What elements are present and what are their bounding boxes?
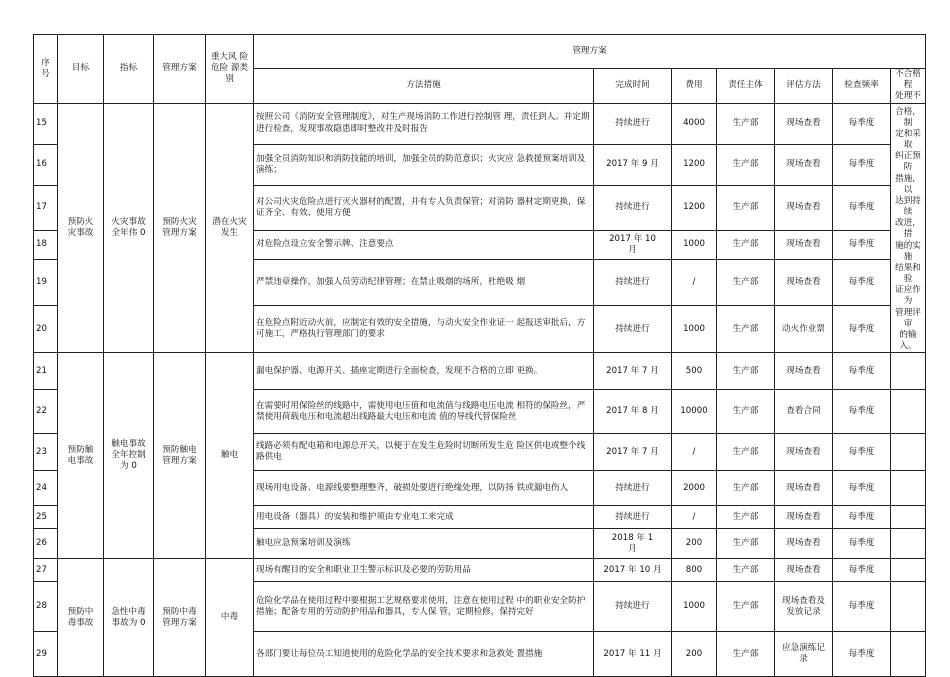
cost-cell: 500: [672, 353, 717, 390]
cost-cell: 1000: [672, 582, 717, 632]
indicator-cell: 急性中毒 事故为 0: [104, 559, 154, 677]
cost-cell: /: [672, 506, 717, 529]
method-cell: 用电设备（器具）的安装和维护须由专业电工来完成: [254, 506, 594, 529]
owner-cell: 生产部: [717, 103, 775, 144]
cost-cell: 800: [672, 559, 717, 582]
header-seq: 序 号: [34, 35, 58, 104]
header-nonconformity: 不合格 程 处理不: [891, 69, 926, 104]
finish-time-cell: 持续进行: [594, 506, 672, 529]
finish-time-cell: 2017 年 9 月: [594, 144, 672, 185]
target-cell: 预防触 电事故: [58, 353, 104, 559]
finish-time-cell: 持续进行: [594, 103, 672, 144]
finish-time-cell: 2017 年 10 月: [594, 230, 672, 259]
row-number: 27: [34, 559, 58, 582]
eval-cell: 现场查看: [775, 259, 833, 305]
finish-time-cell: 2017 年 8 月: [594, 390, 672, 434]
empty-cell: [891, 353, 926, 390]
cost-cell: 1000: [672, 305, 717, 352]
table-row: [34, 559, 926, 582]
method-cell: 漏电保护器、电源开关、插座定期进行全面检查，发现不合格的立即 更换。: [254, 353, 594, 390]
header-indicator: 指标: [104, 35, 154, 104]
nonconformity-note: 合格，制 定和采取 纠正预防 措施，以 达到持续 改进，措 施的实施 结果和验 证应作为 管理评审 的输入。: [891, 103, 926, 353]
row-number: 23: [34, 434, 58, 471]
table-row: [34, 103, 926, 144]
finish-time-cell: 2017 年 11 月: [594, 632, 672, 677]
header-plan: 管理方案: [154, 35, 206, 104]
row-number: 19: [34, 259, 58, 305]
management-plan-sheet: [33, 34, 925, 665]
header-owner: 责任主体: [717, 69, 775, 104]
owner-cell: 生产部: [717, 259, 775, 305]
eval-cell: 动火作业票: [775, 305, 833, 352]
method-cell: 在危险点附近动火前，应制定有效的安全措施，与动火安全作业证一 起报送审批后，方可施工，严格执行管理部门的要求: [254, 305, 594, 352]
eval-cell: 现场查看: [775, 559, 833, 582]
method-cell: 对公司火灾危险点进行灭火器材的配置，并有专人负责保管；对消防 器材定期更换，保证齐全、有效、使用方便: [254, 185, 594, 230]
row-number: 22: [34, 390, 58, 434]
cost-cell: 2000: [672, 471, 717, 506]
row-number: 16: [34, 144, 58, 185]
row-number: 15: [34, 103, 58, 144]
method-cell: 严禁违章操作，加强人员劳动纪律管理；在禁止吸烟的场所，杜绝吸 烟: [254, 259, 594, 305]
eval-cell: 现场查看: [775, 434, 833, 471]
finish-time-cell: 2017 年 7 月: [594, 353, 672, 390]
method-cell: 危险化学品在使用过程中要根据工艺规格要求使用，注意在使用过程 中的职业安全防护措施；配备专用的劳动防护用品和器具，专人保 管，定期检修，保持完好: [254, 582, 594, 632]
freq-cell: 每季度: [833, 305, 891, 352]
freq-cell: 每季度: [833, 632, 891, 677]
eval-cell: 现场查看: [775, 144, 833, 185]
row-number: 28: [34, 582, 58, 632]
eval-cell: 现场查看: [775, 185, 833, 230]
empty-cell: [891, 434, 926, 471]
plan-cell: 预防触电 管理方案: [154, 353, 206, 559]
method-cell: 按照公司《消防安全管理制度》，对生产现场消防工作进行控制管 理，责任到人。并定期进行检查，发现事故隐患即时整改并及时报告: [254, 103, 594, 144]
eval-cell: 现场查看: [775, 529, 833, 559]
owner-cell: 生产部: [717, 582, 775, 632]
empty-cell: [891, 506, 926, 529]
owner-cell: 生产部: [717, 434, 775, 471]
eval-cell: 查看合同: [775, 390, 833, 434]
method-cell: 现场有醒目的安全和职业卫生警示标识及必要的劳防用品: [254, 559, 594, 582]
finish-time-cell: 2017 年 7 月: [594, 434, 672, 471]
header-eval: 评估方法: [775, 69, 833, 104]
row-number: 26: [34, 529, 58, 559]
owner-cell: 生产部: [717, 144, 775, 185]
owner-cell: 生产部: [717, 529, 775, 559]
method-cell: 触电应急预案培训及演练: [254, 529, 594, 559]
finish-time-cell: 持续进行: [594, 471, 672, 506]
method-cell: 对危险点设立安全警示牌、注意要点: [254, 230, 594, 259]
plan-cell: 预防火灾 管理方案: [154, 103, 206, 353]
finish-time-cell: 持续进行: [594, 185, 672, 230]
method-cell: 现场用电设备、电源线要整理整齐，破损处要进行绝缘处理，以防扬 铁或漏电伤人: [254, 471, 594, 506]
owner-cell: 生产部: [717, 559, 775, 582]
freq-cell: 每季度: [833, 434, 891, 471]
method-cell: 各部门要让每位员工知道使用的危险化学品的安全技术要求和急救处 置措施: [254, 632, 594, 677]
eval-cell: 现场查看及 发放记录: [775, 582, 833, 632]
row-number: 20: [34, 305, 58, 352]
cost-cell: 200: [672, 632, 717, 677]
table-body: [34, 103, 926, 677]
cost-cell: 200: [672, 529, 717, 559]
owner-cell: 生产部: [717, 471, 775, 506]
finish-time-cell: 持续进行: [594, 259, 672, 305]
finish-time-cell: 持续进行: [594, 305, 672, 352]
header-method: 方法措施: [254, 69, 594, 104]
eval-cell: 现场查看: [775, 353, 833, 390]
row-number: 24: [34, 471, 58, 506]
owner-cell: 生产部: [717, 390, 775, 434]
freq-cell: 每季度: [833, 259, 891, 305]
row-number: 29: [34, 632, 58, 677]
row-number: 18: [34, 230, 58, 259]
cost-cell: 1000: [672, 230, 717, 259]
freq-cell: 每季度: [833, 353, 891, 390]
header-freq: 检查频率: [833, 69, 891, 104]
eval-cell: 现场查看: [775, 103, 833, 144]
method-cell: 线路必须有配电箱和电源总开关，以便于在发生危险时切断所发生危 险区供电或整个线路供电: [254, 434, 594, 471]
header-cost: 费用: [672, 69, 717, 104]
freq-cell: 每季度: [833, 582, 891, 632]
freq-cell: 每季度: [833, 559, 891, 582]
freq-cell: 每季度: [833, 529, 891, 559]
empty-cell: [891, 529, 926, 559]
method-cell: 在需要时用保险丝的线路中，需使用电压值和电流值与线路电压电流 相符的保险丝，严禁使用荷载电压和电流超出线路最大电压和电流 值的导线代替保险丝: [254, 390, 594, 434]
plan-cell: 预防中毒 管理方案: [154, 559, 206, 677]
freq-cell: 每季度: [833, 185, 891, 230]
header-management-plan: 管理方案: [254, 35, 926, 69]
row-number: 21: [34, 353, 58, 390]
owner-cell: 生产部: [717, 506, 775, 529]
freq-cell: 每季度: [833, 103, 891, 144]
row-number: 25: [34, 506, 58, 529]
finish-time-cell: 持续进行: [594, 582, 672, 632]
eval-cell: 现场查看: [775, 471, 833, 506]
risk-cell: 中毒: [206, 559, 254, 677]
indicator-cell: 火灾事故 全年伟 0: [104, 103, 154, 353]
cost-cell: 10000: [672, 390, 717, 434]
empty-cell: [891, 582, 926, 632]
owner-cell: 生产部: [717, 305, 775, 352]
indicator-cell: 触电事故 全年控制 为 0: [104, 353, 154, 559]
cost-cell: 1200: [672, 144, 717, 185]
target-cell: 预防火 灾事故: [58, 103, 104, 353]
risk-cell: 潜在火灾 发生: [206, 103, 254, 353]
cost-cell: /: [672, 259, 717, 305]
empty-cell: [891, 559, 926, 582]
owner-cell: 生产部: [717, 632, 775, 677]
eval-cell: 应急演练记 录: [775, 632, 833, 677]
cost-cell: 1200: [672, 185, 717, 230]
freq-cell: 每季度: [833, 230, 891, 259]
header-finish-time: 完成时间: [594, 69, 672, 104]
empty-cell: [891, 390, 926, 434]
method-cell: 加强全员消防知识和消防技能的培训，加强全员的防范意识；火灾应 急救援预案培训及演练；: [254, 144, 594, 185]
header-risk: 重大风 险 危险 源类 别: [206, 35, 254, 104]
empty-cell: [891, 632, 926, 677]
finish-time-cell: 2018 年 1 月: [594, 529, 672, 559]
eval-cell: 现场查看: [775, 506, 833, 529]
freq-cell: 每季度: [833, 144, 891, 185]
row-number: 17: [34, 185, 58, 230]
finish-time-cell: 2017 年 10 月: [594, 559, 672, 582]
header-target: 目标: [58, 35, 104, 104]
owner-cell: 生产部: [717, 353, 775, 390]
target-cell: 预防中 毒事故: [58, 559, 104, 677]
eval-cell: 现场查看: [775, 230, 833, 259]
management-plan-table: [33, 34, 926, 677]
cost-cell: 4000: [672, 103, 717, 144]
risk-cell: 触电: [206, 353, 254, 559]
freq-cell: 每季度: [833, 506, 891, 529]
freq-cell: 每季度: [833, 390, 891, 434]
table-row: [34, 353, 926, 390]
owner-cell: 生产部: [717, 185, 775, 230]
owner-cell: 生产部: [717, 230, 775, 259]
freq-cell: 每季度: [833, 471, 891, 506]
cost-cell: /: [672, 434, 717, 471]
empty-cell: [891, 471, 926, 506]
